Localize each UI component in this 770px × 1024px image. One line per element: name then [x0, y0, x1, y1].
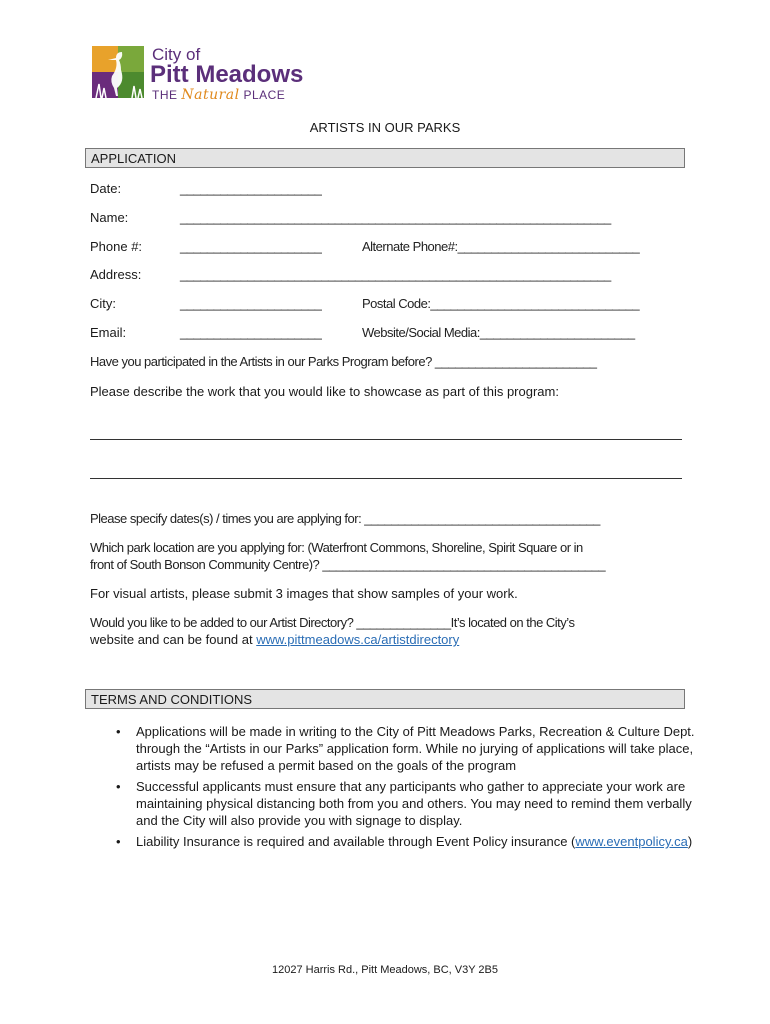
- directory-question[interactable]: [90, 614, 685, 648]
- park-question-line-1: Which park location are you applying for: (Waterfront Commons, Shoreline, Spirit Square or in: [90, 540, 583, 555]
- logo-tagline: [152, 87, 285, 103]
- terms-item-3-close: ): [687, 834, 693, 849]
- address-field[interactable]: ________________________________________________________________: [180, 267, 611, 282]
- describe-question: Please describe the work that you would like to showcase as part of this program:: [90, 384, 559, 399]
- terms-section-header: TERMS AND CONDITIONS: [85, 689, 685, 709]
- describe-answer-line-2[interactable]: [90, 478, 682, 479]
- city-field[interactable]: _____________________: [180, 296, 322, 311]
- terms-list: [110, 723, 701, 854]
- directory-text: website and can be found at: [90, 632, 257, 647]
- document-title: ARTISTS IN OUR PARKS: [309, 120, 461, 135]
- terms-item: [136, 833, 701, 850]
- logo-tag-place: PLACE: [243, 88, 286, 102]
- city-logo: [92, 46, 312, 102]
- park-question-line-2: front of South Bonson Community Centre)? __________________________________________: [90, 557, 606, 572]
- heron-logo-icon: [92, 46, 148, 98]
- terms-item: • Successful applicants must ensure that any participants who gather to appreciate your work are maintaining physical distancing both from you and others. You may need to remind them verbally and the City will also provide you with signage to display.: [136, 778, 701, 829]
- event-policy-link[interactable]: www.eventpolicy.ca: [575, 834, 688, 849]
- email-field[interactable]: _____________________: [180, 325, 322, 340]
- directory-question-line-1: Would you like to be added to our Artist Directory? ______________It’s located on the City’s: [90, 615, 575, 630]
- dates-question[interactable]: Please specify dates(s) / times you are applying for: ___________________________________: [90, 511, 600, 526]
- date-field[interactable]: _____________________: [180, 181, 322, 196]
- alternate-phone-field[interactable]: Alternate Phone#:___________________________: [362, 239, 640, 254]
- directory-question-line-2: [90, 631, 685, 648]
- phone-field[interactable]: _____________________: [180, 239, 322, 254]
- logo-tag-natural: Natural: [181, 87, 240, 103]
- name-field[interactable]: ________________________________________________________________: [180, 210, 611, 225]
- postal-code-field[interactable]: Postal Code:_______________________________: [362, 296, 640, 311]
- footer-address: 12027 Harris Rd., Pitt Meadows, BC, V3Y 2B5: [271, 964, 498, 976]
- logo-name-text: Pitt Meadows: [150, 61, 304, 88]
- park-location-question[interactable]: [90, 539, 685, 573]
- name-label: Name:: [90, 210, 129, 225]
- city-label: City:: [90, 296, 116, 311]
- date-label: Date:: [90, 181, 122, 196]
- artist-directory-link[interactable]: www.pittmeadows.ca/artistdirectory: [256, 632, 460, 647]
- email-label: Email:: [90, 325, 127, 340]
- terms-item: • Applications will be made in writing to the City of Pitt Meadows Parks, Recreation & Culture Dept. through the “Artists in our Parks” application form. While no jurying of applications will take place, artists may be refused a permit based on the goals of the program: [136, 723, 701, 774]
- phone-label: Phone #:: [90, 239, 143, 254]
- logo-city-text: City of: [152, 45, 201, 64]
- participated-question[interactable]: Have you participated in the Artists in our Parks Program before? ________________________: [90, 354, 597, 369]
- address-label: Address:: [90, 267, 142, 282]
- terms-item-3-text: Liability Insurance is required and available through Event Policy insurance (: [136, 834, 576, 849]
- logo-tag-the: THE: [152, 88, 178, 102]
- application-section-header: APPLICATION: [85, 148, 685, 168]
- visual-artists-note: For visual artists, please submit 3 images that show samples of your work.: [90, 586, 518, 601]
- describe-answer-line-1[interactable]: [90, 439, 682, 440]
- website-field[interactable]: Website/Social Media:_______________________: [362, 325, 635, 340]
